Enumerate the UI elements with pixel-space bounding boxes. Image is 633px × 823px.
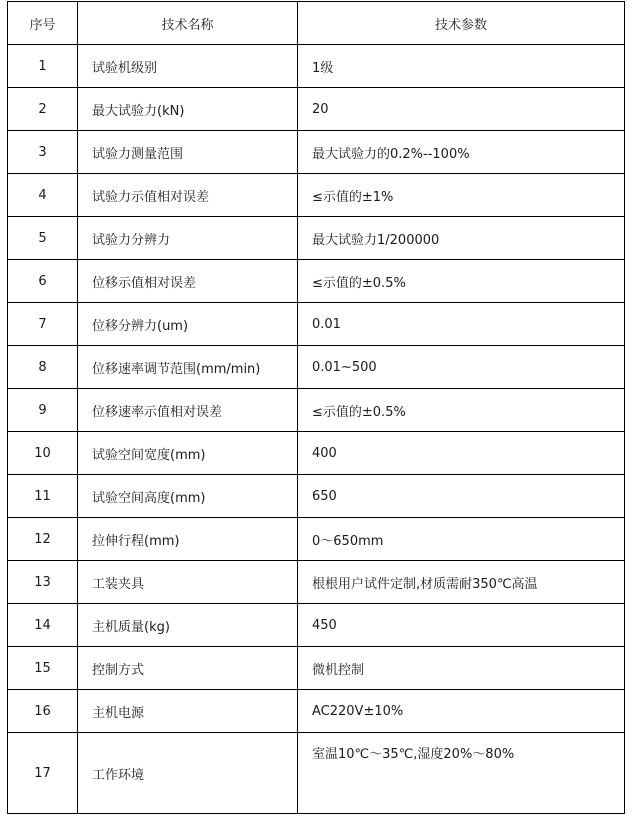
table-row xyxy=(8,561,625,604)
table-row xyxy=(8,389,625,432)
cell-name: 试验力测量范围 xyxy=(78,131,298,174)
header-name: 技术名称 xyxy=(78,2,298,45)
table-row xyxy=(8,690,625,733)
spec-table xyxy=(7,1,625,814)
cell-index: 9 xyxy=(8,389,78,432)
table-row xyxy=(8,303,625,346)
table-row xyxy=(8,174,625,217)
cell-param: 20 xyxy=(298,88,625,131)
table-row xyxy=(8,260,625,303)
cell-param: 0.01 xyxy=(298,303,625,346)
cell-param: 根根用户试件定制,材质需耐350℃高温 xyxy=(298,561,625,604)
cell-name: 位移分辨力(um) xyxy=(78,303,298,346)
cell-name: 最大试验力(kN) xyxy=(78,88,298,131)
table-row xyxy=(8,733,625,814)
cell-name: 主机电源 xyxy=(78,690,298,733)
cell-param: 室温10℃～35℃,湿度20%～80% xyxy=(298,733,625,814)
table-body xyxy=(8,45,625,814)
cell-name: 位移速率示值相对误差 xyxy=(78,389,298,432)
cell-index: 3 xyxy=(8,131,78,174)
table-row xyxy=(8,647,625,690)
cell-param: 最大试验力1/200000 xyxy=(298,217,625,260)
cell-name: 试验力示值相对误差 xyxy=(78,174,298,217)
header-param: 技术参数 xyxy=(298,2,625,45)
cell-param: 1级 xyxy=(298,45,625,88)
cell-index: 15 xyxy=(8,647,78,690)
cell-index: 1 xyxy=(8,45,78,88)
cell-param: ≤示值的±1% xyxy=(298,174,625,217)
cell-index: 14 xyxy=(8,604,78,647)
cell-name: 控制方式 xyxy=(78,647,298,690)
cell-param: ≤示值的±0.5% xyxy=(298,389,625,432)
cell-index: 7 xyxy=(8,303,78,346)
cell-name: 主机质量(kg) xyxy=(78,604,298,647)
cell-index: 11 xyxy=(8,475,78,518)
cell-param: 450 xyxy=(298,604,625,647)
cell-name: 试验力分辨力 xyxy=(78,217,298,260)
cell-index: 16 xyxy=(8,690,78,733)
table-row xyxy=(8,217,625,260)
cell-name: 试验机级别 xyxy=(78,45,298,88)
cell-index: 13 xyxy=(8,561,78,604)
table-row xyxy=(8,604,625,647)
cell-param: AC220V±10% xyxy=(298,690,625,733)
cell-param: 最大试验力的0.2%--100% xyxy=(298,131,625,174)
cell-index: 17 xyxy=(8,733,78,814)
cell-index: 6 xyxy=(8,260,78,303)
cell-index: 4 xyxy=(8,174,78,217)
cell-index: 12 xyxy=(8,518,78,561)
cell-index: 10 xyxy=(8,432,78,475)
cell-param: 400 xyxy=(298,432,625,475)
table-row xyxy=(8,88,625,131)
cell-param: 0～650mm xyxy=(298,518,625,561)
cell-name: 位移速率调节范围(mm/min) xyxy=(78,346,298,389)
table-row xyxy=(8,45,625,88)
cell-name: 位移示值相对误差 xyxy=(78,260,298,303)
header-index: 序号 xyxy=(8,2,78,45)
table-row xyxy=(8,518,625,561)
table-row xyxy=(8,131,625,174)
table-row xyxy=(8,346,625,389)
cell-name: 拉伸行程(mm) xyxy=(78,518,298,561)
header-row xyxy=(8,2,625,45)
cell-param: 微机控制 xyxy=(298,647,625,690)
table-row xyxy=(8,475,625,518)
cell-index: 5 xyxy=(8,217,78,260)
cell-param: 0.01~500 xyxy=(298,346,625,389)
cell-index: 2 xyxy=(8,88,78,131)
cell-name: 工作环境 xyxy=(78,733,298,814)
cell-index: 8 xyxy=(8,346,78,389)
cell-name: 试验空间宽度(mm) xyxy=(78,432,298,475)
cell-name: 工装夹具 xyxy=(78,561,298,604)
cell-param: ≤示值的±0.5% xyxy=(298,260,625,303)
table-row xyxy=(8,432,625,475)
cell-param: 650 xyxy=(298,475,625,518)
cell-name: 试验空间高度(mm) xyxy=(78,475,298,518)
